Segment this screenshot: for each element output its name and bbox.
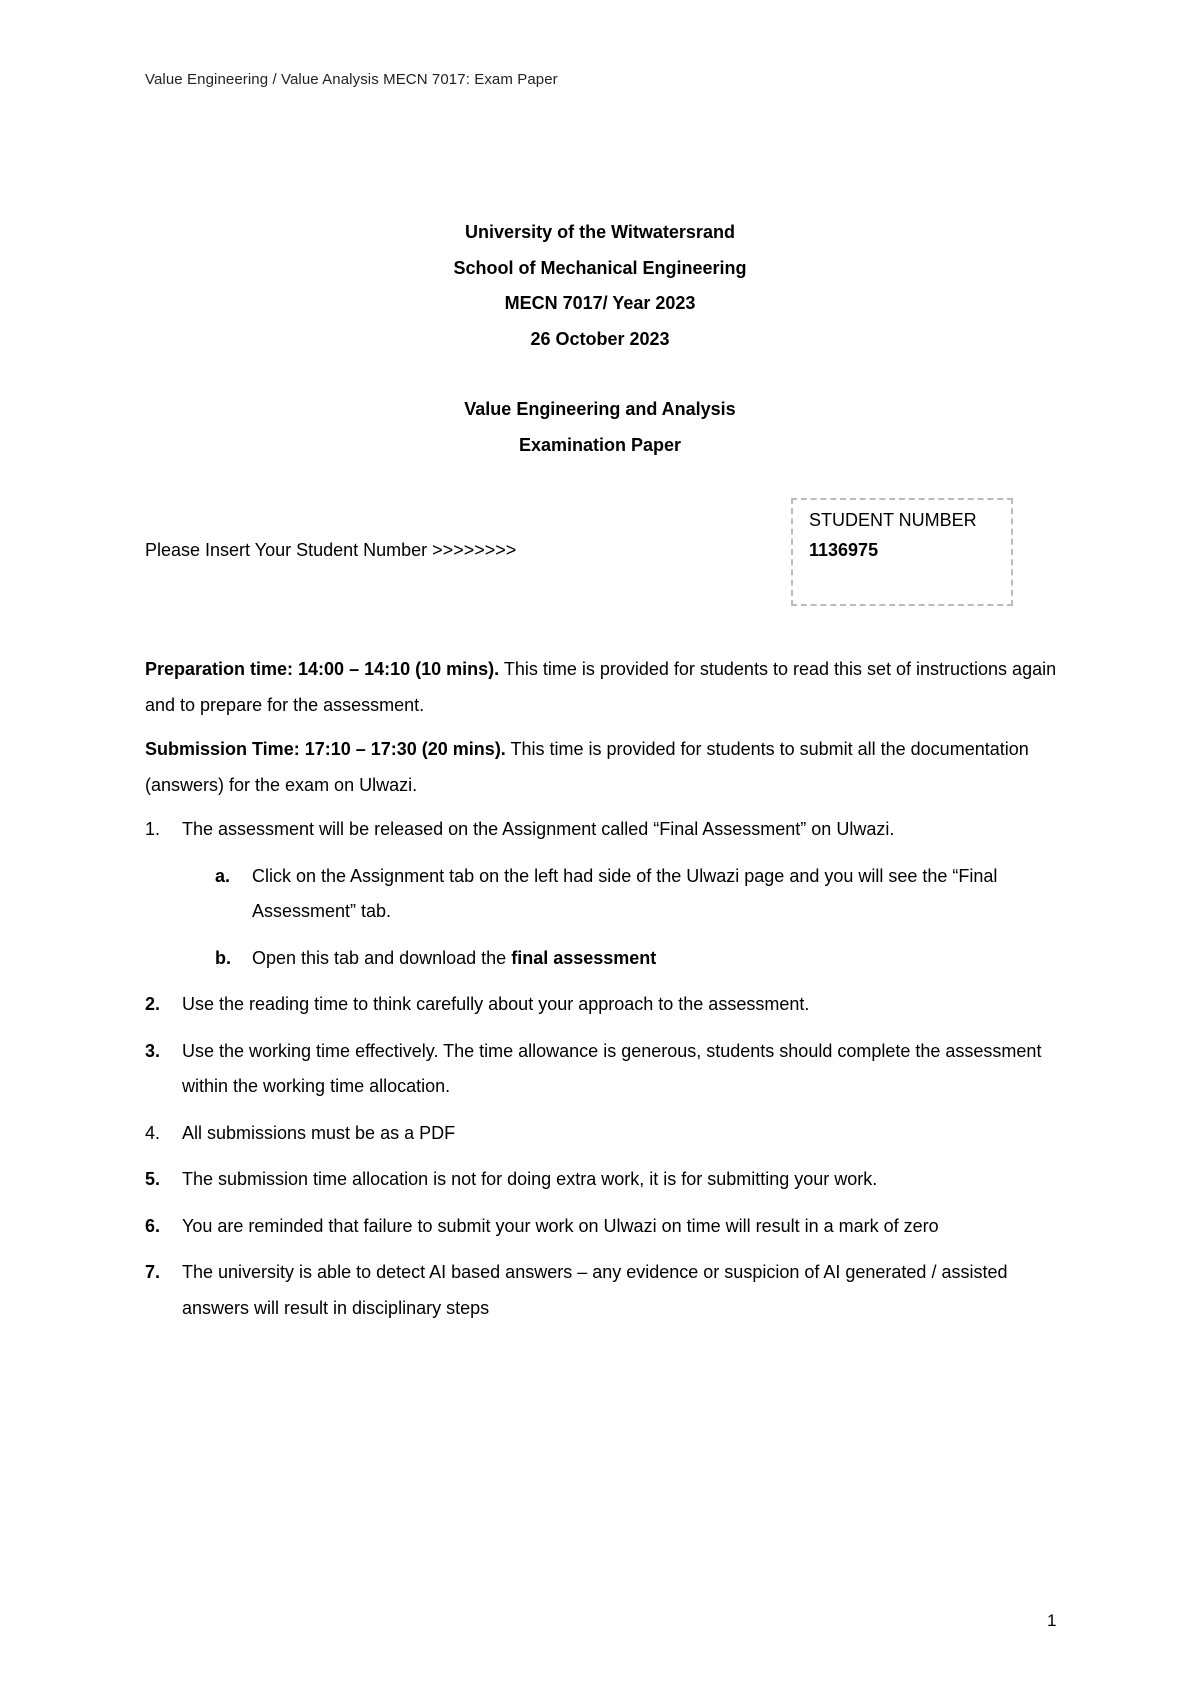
- preparation-time-text: This time is provided for students to read this set of instructions again and to prepare for the assessment.: [145, 659, 1057, 715]
- instruction-marker: 2.: [145, 994, 161, 1014]
- instruction-text: You are reminded that failure to submit your work on Ulwazi on time will result in a mark of zero: [182, 1215, 939, 1236]
- instruction-item: [145, 1116, 1075, 1152]
- sub-instruction-text-plain: Open this tab and download the: [252, 947, 512, 968]
- paper-type: Examination Paper: [518, 434, 682, 455]
- course-year: MECN 7017/ Year 2023: [504, 293, 696, 313]
- sub-instruction-marker: b.: [215, 947, 231, 968]
- instruction-text: All submissions must be as a PDF: [182, 1122, 456, 1143]
- school-name: School of Mechanical Engineering: [453, 257, 747, 278]
- instructions-body: [145, 652, 1075, 1337]
- instruction-item: [145, 812, 1075, 848]
- student-number-value[interactable]: 1136975: [809, 540, 879, 560]
- sub-instruction-text: Click on the Assignment tab on the left had side of the Ulwazi page and you will see the “Final Assessment” tab.: [252, 865, 998, 921]
- university-name: University of the Witwatersrand: [465, 222, 735, 242]
- sub-instruction-text-bold: final assessment: [511, 947, 657, 968]
- instruction-text: The university is able to detect AI based answers – any evidence or suspicion of AI generated / assisted answers will result in disciplinary steps: [182, 1262, 1008, 1318]
- instruction-marker: 1.: [145, 819, 161, 839]
- sub-instruction-item: [145, 941, 1075, 977]
- student-number-prompt: Please Insert Your Student Number >>>>>>>>: [145, 540, 517, 560]
- submission-time-label: Submission Time: 17:10 – 17:30 (20 mins).: [145, 739, 506, 759]
- title-block: [0, 220, 1200, 468]
- instruction-item: [145, 1255, 1075, 1326]
- instruction-marker: 5.: [145, 1169, 161, 1189]
- exam-date: 26 October 2023: [530, 328, 670, 349]
- page-number: 1: [1047, 1611, 1057, 1630]
- instruction-text: Use the working time effectively. The time allowance is generous, students should complete the assessment within the working time allocation.: [182, 1040, 1042, 1096]
- instruction-text: Use the reading time to think carefully about your approach to the assessment.: [182, 994, 810, 1014]
- instruction-marker: 7.: [145, 1262, 161, 1282]
- instruction-marker: 3.: [145, 1040, 161, 1061]
- instruction-text: The submission time allocation is not for doing extra work, it is for submitting your work.: [182, 1169, 878, 1189]
- preparation-time-paragraph: [145, 652, 1075, 723]
- submission-time-text: This time is provided for students to submit all the documentation (answers) for the exam on Ulwazi.: [145, 739, 1029, 795]
- running-header: Value Engineering / Value Analysis MECN 7017: Exam Paper: [145, 71, 558, 88]
- preparation-time-label: Preparation time: 14:00 – 14:10 (10 mins).: [145, 659, 500, 679]
- instruction-marker: 4.: [145, 1122, 161, 1143]
- instruction-item: [145, 1034, 1075, 1105]
- sub-instruction-marker: a.: [215, 865, 231, 886]
- instruction-item: [145, 987, 1075, 1023]
- student-number-box[interactable]: [791, 498, 1013, 606]
- instruction-item: [145, 1209, 1075, 1245]
- submission-time-paragraph: [145, 732, 1075, 803]
- sub-instruction-item: [145, 859, 1075, 930]
- subject-title: Value Engineering and Analysis: [464, 399, 736, 419]
- sub-instruction-text: [252, 941, 1075, 977]
- instruction-item: [145, 1162, 1075, 1198]
- instruction-text: The assessment will be released on the Assignment called “Final Assessment” on Ulwazi.: [182, 819, 895, 839]
- instruction-marker: 6.: [145, 1215, 161, 1236]
- student-number-label: STUDENT NUMBER: [809, 510, 977, 530]
